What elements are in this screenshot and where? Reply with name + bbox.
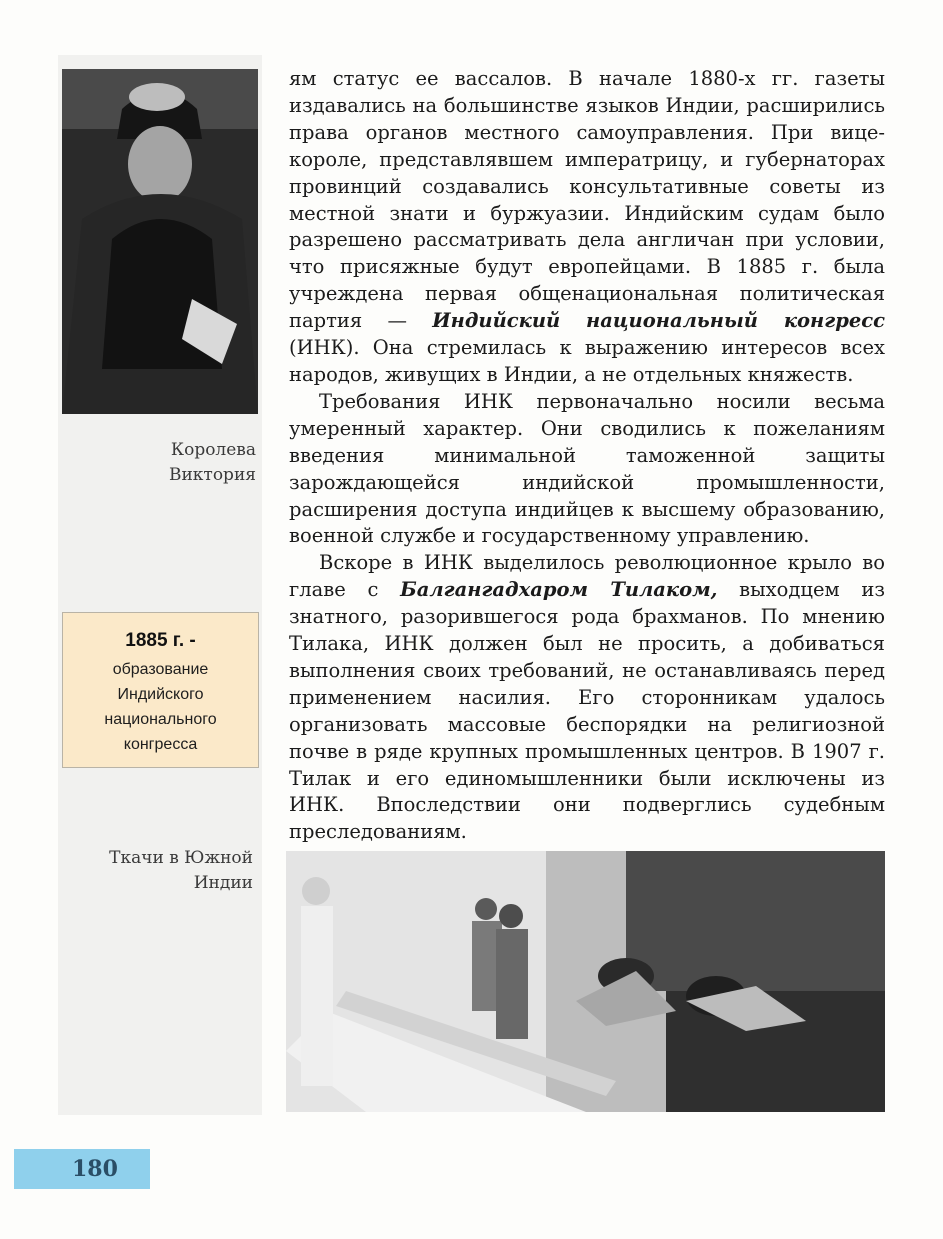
date-box-year: 1885 г. - [125, 630, 196, 651]
paragraph-2: Требования ИНК первоначально носили весьма умеренный характер. Они сводились к пожеланиям введения минимальной таможенной защиты зарождающейся индийской промышленности, расширения доступа индийцев к высшему образованию, военной службе и государственному управлению. [289, 389, 885, 548]
p3-before: Вскоре в ИНК выделилось революционное крыло во главе с [289, 551, 885, 602]
weavers-photo [286, 851, 885, 1112]
p3-after: выходцем из знатного, разорившегося рода брахманов. По мнению Тилака, ИНК должен был не просить, а добиваться выполнения своих требований, не останавливаясь перед применением насилия. Его сторонникам удалось организовать массовые беспорядки на религиозной почве в ряде крупных промышленных центров. В 1907 г. Тилак и его единомышленники были исключены из ИНК. Впоследствии они подверглись судебным преследованиям. [289, 578, 885, 844]
main-text [289, 66, 885, 846]
date-info-box [62, 612, 259, 768]
p1-before: ям статус ее вассалов. В начале 1880-х гг. газеты издавались на большинстве языков Индии, расширились права органов местного самоуправления. При вице-короле, представлявшем императрицу, и губернаторах провинций создавались консультативные советы из местной знати и буржуазии. Индийским судам было разрешено рассматривать дела англичан при условии, что присяжные будут европейцами. В 1885 г. была учреждена первая общенациональная политическая партия — [289, 67, 885, 333]
p1-after: (ИНК). Она стремилась к выражению интересов всех народов, живущих в Индии, а не отдельных княжеств. [289, 336, 885, 386]
weavers-caption: Ткачи в Южной Индии [109, 848, 253, 893]
page-number: 180 [14, 1149, 150, 1189]
term-tilak: Балгангадхаром Тилаком, [400, 578, 718, 602]
queen-victoria-caption: Королева Виктория [168, 440, 256, 485]
paragraph-3 [289, 550, 885, 846]
date-box-description: образование Индийского национального конгресса [104, 661, 217, 753]
paragraph-1 [289, 66, 885, 389]
term-inc: Индийский национальный конгресс [432, 309, 885, 333]
queen-victoria-photo [62, 69, 258, 414]
